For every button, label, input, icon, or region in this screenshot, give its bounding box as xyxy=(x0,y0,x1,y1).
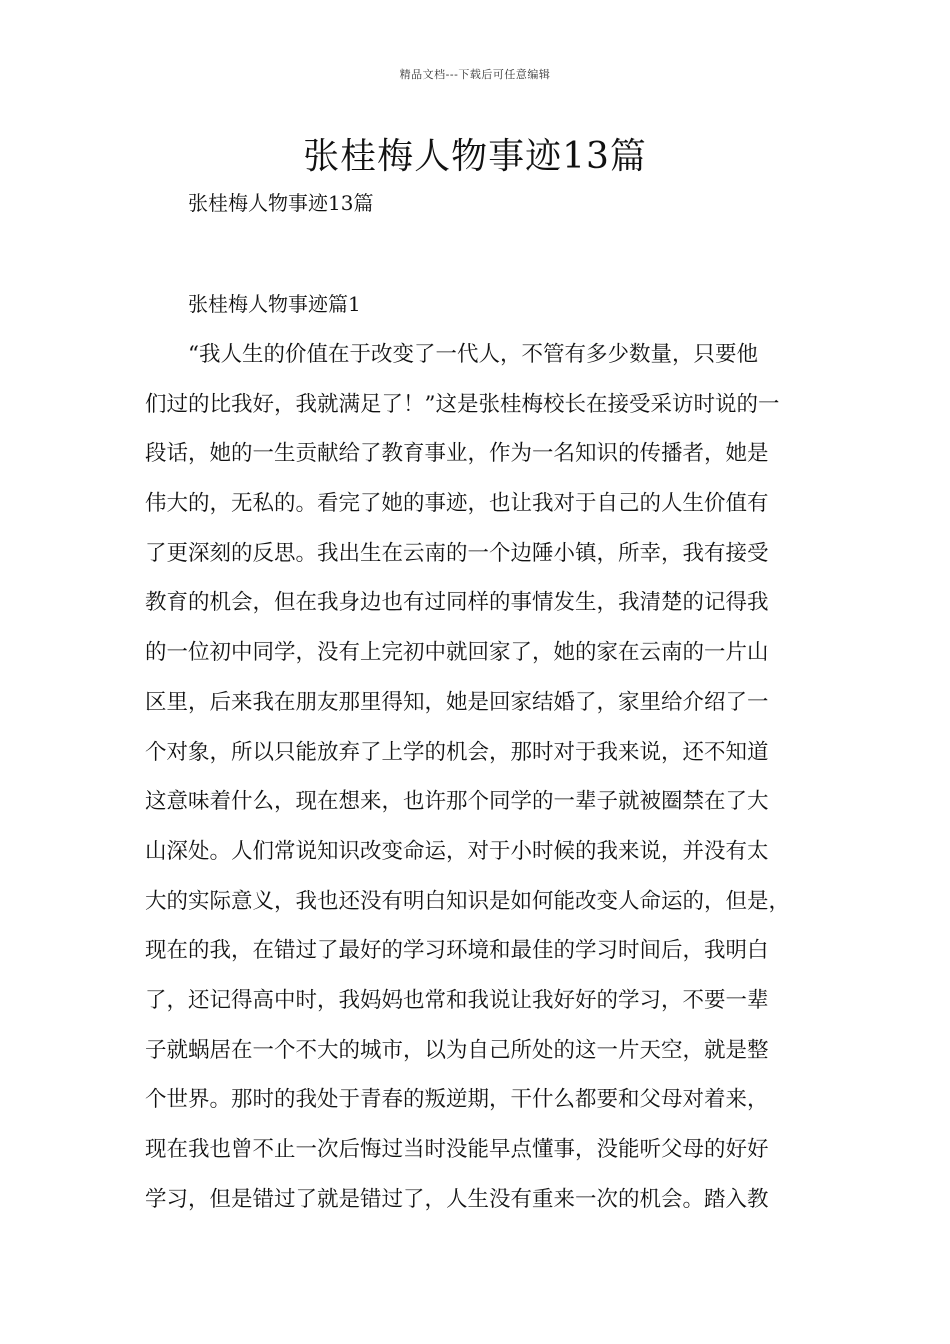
body-line: 教育的机会，但在我身边也有过同样的事情发生，我清楚的记得我 xyxy=(145,590,769,616)
body-line: 们过的比我好，我就满足了！”这是张桂梅校长在接受采访时说的一 xyxy=(145,391,780,417)
header-note: 精品文档---下载后可任意编辑 xyxy=(399,68,551,81)
body-line: 山深处。人们常说知识改变命运，对于小时候的我来说，并没有太 xyxy=(145,838,769,864)
body-line: 个对象，所以只能放弃了上学的机会，那时对于我来说，还不知道 xyxy=(145,739,769,765)
section-heading: 张桂梅人物事迹篇1 xyxy=(188,292,361,316)
body-line: 个世界。那时的我处于青春的叛逆期，干什么都要和父母对着来， xyxy=(145,1087,769,1113)
body-line: 学习，但是错过了就是错过了，人生没有重来一次的机会。踏入教 xyxy=(145,1186,769,1212)
document-title: 张桂梅人物事迹13篇 xyxy=(303,136,647,177)
document-subtitle: 张桂梅人物事迹13篇 xyxy=(188,191,374,215)
body-line: “我人生的价值在于改变了一代人，不管有多少数量，只要他 xyxy=(188,342,758,367)
body-line: 了，还记得高中时，我妈妈也常和我说让我好好的学习，不要一辈 xyxy=(145,987,769,1013)
body-text xyxy=(145,330,810,1224)
body-line: 的一位初中同学，没有上完初中就回家了，她的家在云南的一片山 xyxy=(145,640,769,666)
body-line: 段话，她的一生贡献给了教育事业，作为一名知识的传播者，她是 xyxy=(145,441,769,467)
body-line: 现在我也曾不止一次后悔过当时没能早点懂事，没能听父母的好好 xyxy=(145,1137,769,1162)
body-line: 现在的我，在错过了最好的学习环境和最佳的学习时间后，我明白 xyxy=(145,938,769,964)
body-line: 区里，后来我在朋友那里得知，她是回家结婚了，家里给介绍了一 xyxy=(145,689,769,715)
body-line: 了更深刻的反思。我出生在云南的一个边陲小镇，所幸，我有接受 xyxy=(145,540,769,566)
body-line: 伟大的，无私的。看完了她的事迹，也让我对于自己的人生价值有 xyxy=(145,491,769,517)
body-line: 大的实际意义，我也还没有明白知识是如何能改变人命运的，但是， xyxy=(145,888,791,914)
body-line: 子就蜗居在一个不大的城市，以为自己所处的这一片天空，就是整 xyxy=(145,1037,769,1063)
body-line: 这意味着什么，现在想来，也许那个同学的一辈子就被圈禁在了大 xyxy=(145,789,769,815)
